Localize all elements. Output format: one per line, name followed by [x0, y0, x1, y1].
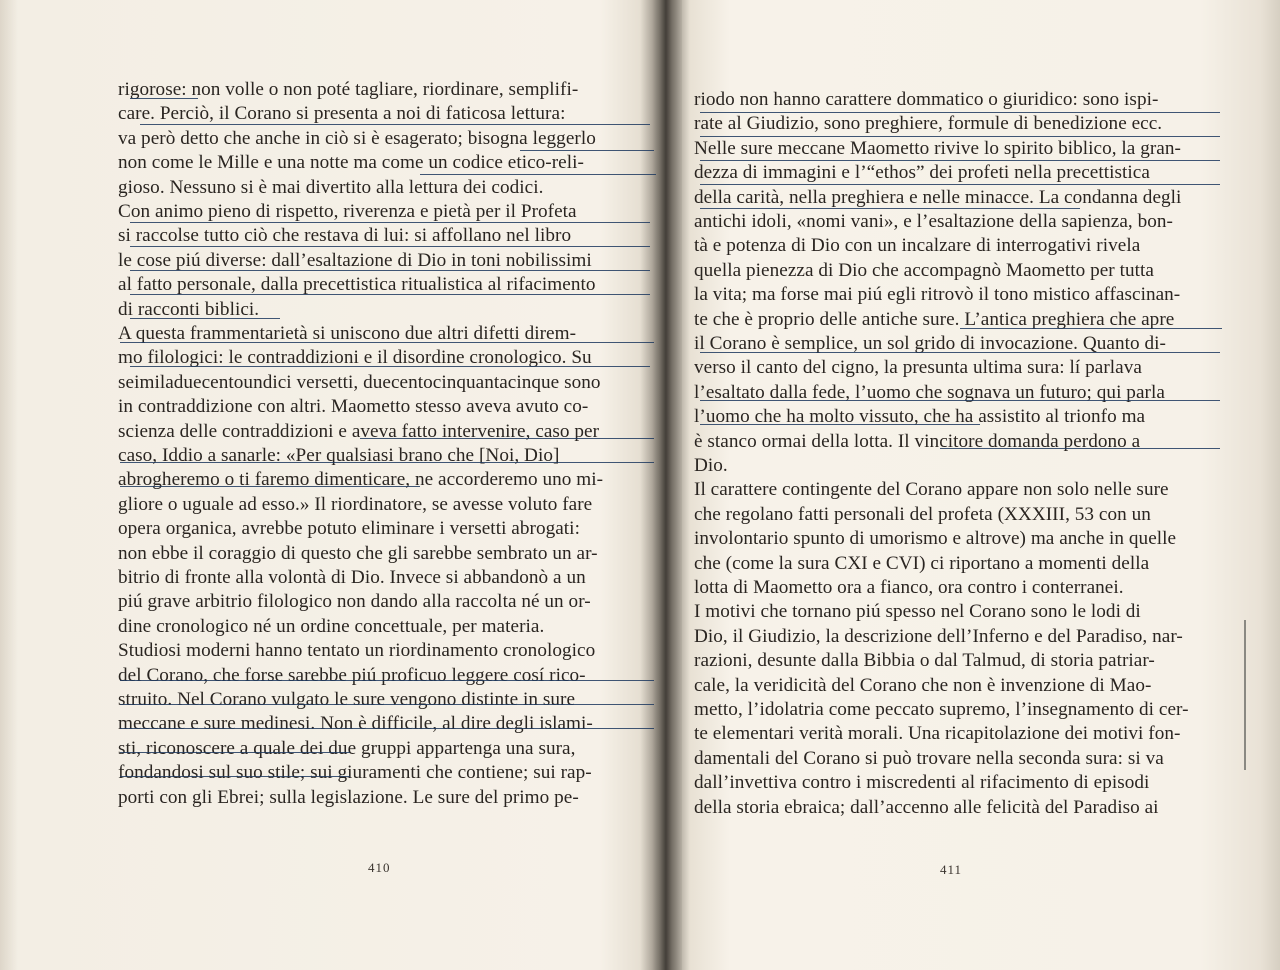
text-line: Studiosi moderni hanno tentato un riordinamento cronologico [118, 640, 596, 662]
text-line: Con animo pieno di rispetto, riverenza e pietà per il Profeta [118, 201, 577, 222]
text-line: damentali del Corano si può trovare nella seconda sura: si va [694, 747, 1164, 769]
text-line: rigorose: non volle o non poté tagliare, riordinare, semplifi- [118, 79, 579, 100]
text-line: che (come la sura CXI e CVI) ci riportano a momenti della [694, 552, 1150, 574]
text-line: dine cronologico né un ordine concettuale, per materia. [118, 615, 545, 637]
text-line: lotta di Maometto ora a fianco, ora contro i conterranei. [694, 577, 1124, 598]
text-line: di racconti biblici. [118, 298, 260, 320]
page-number-right: 411 [940, 862, 963, 877]
text-line: mo filologici: le contraddizioni e il disordine cronologico. Su [118, 347, 592, 369]
text-line: verso il canto del cigno, la presunta ultima sura: lí parlava [694, 357, 1142, 379]
text-line: gioso. Nessuno si è mai divertito alla lettura dei codici. [118, 176, 544, 198]
text-line: riodo non hanno carattere dommatico o giuridico: sono ispi- [694, 89, 1159, 110]
text-line: struito. Nel Corano vulgato le sure vengono distinte in sure [118, 689, 576, 710]
text-line: A questa frammentarietà si uniscono due altri difetti direm- [118, 323, 577, 344]
text-line: al fatto personale, dalla precettistica ritualistica al rifacimento [118, 274, 596, 296]
text-line: dezza di immagini e l’“ethos” dei profeti nella precettistica [694, 162, 1150, 184]
text-line: della carità, nella preghiera e nelle minacce. La condanna degli [694, 186, 1182, 208]
text-line: te che è proprio delle antiche sure. L’antica preghiera che apre [694, 308, 1175, 330]
text-line: non come le Mille e una notte ma come un codice etico-reli- [118, 152, 584, 174]
text-line: opera organica, avrebbe potuto eliminare i versetti abrogati: [118, 518, 580, 540]
text-line: care. Perciò, il Corano si presenta a noi di faticosa lettura: [118, 103, 566, 125]
text-line: Nelle sure meccane Maometto rivive lo spirito biblico, la gran- [694, 137, 1181, 159]
text-line: va però detto che anche in ciò si è esagerato; bisogna leggerlo [118, 127, 596, 149]
text-line: gliore o uguale ad esso.» Il riordinatore, se avesse voluto fare [118, 493, 593, 515]
text-line: l’uomo che ha molto vissuto, che ha assistito al trionfo ma [694, 406, 1146, 428]
text-line: cale, la veridicità del Corano che non è invenzione di Mao- [694, 674, 1152, 696]
text-line: sti, riconoscere a quale dei due gruppi appartenga una sura, [118, 737, 576, 759]
text-line: fondandosi sul suo stile; sui giuramenti che contiene; sui rap- [118, 762, 592, 784]
text-line: involontario spunto di umorismo e altrove) ma anche in quelle [694, 528, 1177, 550]
text-line: scienza delle contraddizioni e aveva fatto intervenire, caso per [118, 420, 600, 442]
text-line: che regolano fatti personali del profeta (XXXIII, 53 con un [694, 503, 1151, 525]
text-line: si raccolse tutto ciò che restava di lui: si affollano nel libro [118, 225, 572, 247]
text-line: la vita; ma forse mai piú egli ritrovò il tono mistico affascinan- [694, 284, 1181, 306]
text-line: il Corano è semplice, un sol grido di invocazione. Quanto di- [694, 333, 1166, 354]
text-line: non ebbe il coraggio di questo che gli sarebbe sembrato un ar- [118, 542, 598, 564]
page-number-left: 410 [368, 860, 391, 875]
text-line: tà e potenza di Dio con un incalzare di interrogativi rivela [694, 235, 1141, 257]
text-line: seimiladuecentoundici versetti, duecentocinquantacinque sono [118, 371, 601, 393]
text-line: caso, Iddio a sanarle: «Per qualsiasi brano che [Noi, Dio] [118, 445, 560, 466]
text-line: meccane e sure medinesi. Non è difficile, al dire degli islami- [118, 713, 593, 735]
text-line: in contraddizione con altri. Maometto stesso aveva avuto co- [118, 396, 589, 418]
text-line: le cose piú diverse: dall’esaltazione di Dio in toni nobilissimi [118, 249, 592, 271]
text-line: l’esaltato dalla fede, l’uomo che sognava un futuro; qui parla [694, 381, 1165, 403]
text-line: Il carattere contingente del Corano appare non solo nelle sure [694, 479, 1169, 501]
text-line: porti con gli Ebrei; sulla legislazione. Le sure del primo pe- [118, 786, 579, 808]
text-line: te elementari verità morali. Una ricapitolazione dei motivi fon- [694, 723, 1181, 745]
text-line: metto, l’idolatria come peccato supremo, l’insegnamento di cer- [694, 699, 1189, 720]
text-line: rate al Giudizio, sono preghiere, formule di benedizione ecc. [694, 113, 1163, 135]
text-line: è stanco ormai della lotta. Il vincitore domanda perdono a [694, 430, 1141, 452]
text-line: Dio, il Giudizio, la descrizione dell’Inferno e del Paradiso, nar- [694, 625, 1183, 647]
text-line: I motivi che tornano piú spesso nel Corano sono le lodi di [694, 601, 1141, 623]
text-line: bitrio di fronte alla volontà di Dio. Invece si abbandonò a un [118, 567, 586, 588]
text-line: Dio. [694, 455, 728, 476]
text-line: abrogheremo o ti faremo dimenticare, ne accorderemo uno mi- [118, 469, 604, 491]
text-line: del Corano, che forse sarebbe piú proficuo leggere cosí rico- [118, 664, 586, 686]
text-line: dall’invettiva contro i miscredenti al rifacimento di episodi [694, 772, 1150, 794]
text-line: piú grave arbitrio filologico non dando alla raccolta né un or- [118, 591, 591, 613]
text-line: quella pienezza di Dio che accompagnò Maometto per tutta [694, 259, 1154, 281]
text-line: razioni, desunte dalla Bibbia o dal Talmud, di storia patriar- [694, 650, 1155, 672]
text-line: della storia ebraica; dall’accenno alle felicità del Paradiso ai [694, 796, 1159, 818]
text-line: antichi idoli, «nomi vani», e l’esaltazione della sapienza, bon- [694, 211, 1173, 232]
